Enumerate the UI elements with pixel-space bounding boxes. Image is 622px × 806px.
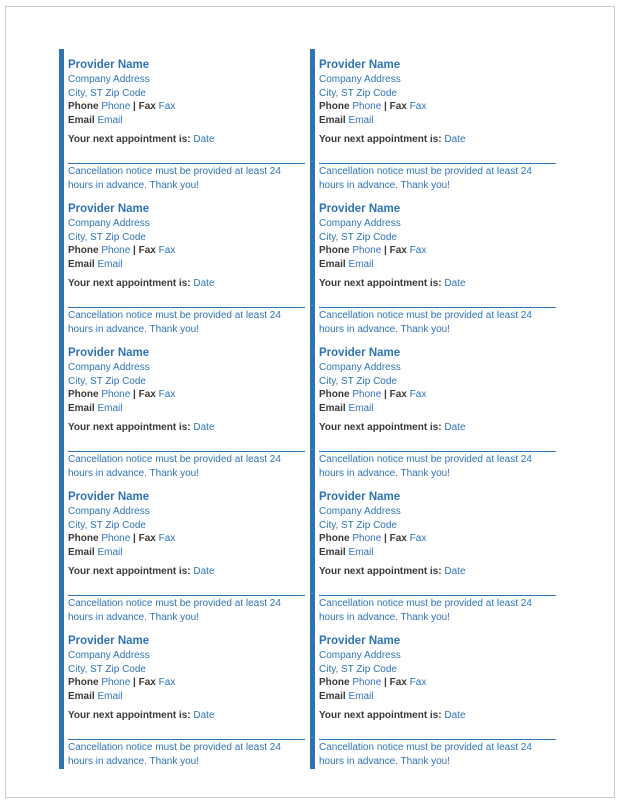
- company-address: Company Address: [68, 506, 150, 517]
- card-column-left: [59, 49, 299, 769]
- email-line: [319, 114, 373, 128]
- fax-label: Fax: [138, 389, 156, 400]
- appointment-label: Your next appointment is:: [319, 566, 442, 577]
- accent-bar-left: [59, 49, 64, 769]
- cancellation-notice: Cancellation notice must be provided at least 24 hours in advance. Thank you!: [319, 742, 532, 767]
- city-state-zip: City, ST Zip Code: [68, 664, 146, 675]
- city-state-zip: City, ST Zip Code: [319, 232, 397, 243]
- appointment-label: Your next appointment is:: [319, 710, 442, 721]
- cancellation-notice: Cancellation notice must be provided at least 24 hours in advance. Thank you!: [319, 166, 532, 191]
- card-divider: [319, 451, 556, 452]
- email-label: Email: [68, 691, 95, 702]
- separator: |: [384, 101, 387, 112]
- fax-label: Fax: [138, 677, 156, 688]
- appointment-line: [319, 133, 466, 147]
- email-line: [319, 402, 373, 416]
- phone-value: Phone: [101, 389, 131, 400]
- email-value: Email: [348, 259, 374, 270]
- phone-value: Phone: [352, 677, 382, 688]
- appointment-date: Date: [193, 566, 215, 577]
- email-value: Email: [348, 403, 374, 414]
- appointment-label: Your next appointment is:: [319, 422, 442, 433]
- appointment-label: Your next appointment is:: [68, 278, 191, 289]
- email-line: [68, 258, 122, 272]
- appointment-card: [68, 193, 305, 337]
- appointment-line: [319, 565, 466, 579]
- email-value: Email: [97, 259, 123, 270]
- card-column-right: [310, 49, 550, 769]
- city-state-zip: City, ST Zip Code: [68, 88, 146, 99]
- cancellation-notice: Cancellation notice must be provided at least 24 hours in advance. Thank you!: [68, 166, 281, 191]
- email-label: Email: [68, 115, 95, 126]
- appointment-date: Date: [193, 134, 215, 145]
- separator: |: [133, 245, 136, 256]
- company-address: Company Address: [68, 74, 150, 85]
- email-label: Email: [319, 403, 346, 414]
- city-state-zip: City, ST Zip Code: [319, 88, 397, 99]
- fax-value: Fax: [158, 677, 176, 688]
- appointment-date: Date: [444, 566, 466, 577]
- appointment-date: Date: [444, 278, 466, 289]
- email-line: [319, 258, 373, 272]
- company-address: Company Address: [319, 218, 401, 229]
- city-state-zip: City, ST Zip Code: [319, 664, 397, 675]
- phone-fax-line: [68, 100, 175, 114]
- appointment-card: [319, 625, 556, 769]
- email-label: Email: [319, 115, 346, 126]
- email-value: Email: [97, 691, 123, 702]
- fax-label: Fax: [389, 677, 407, 688]
- appointment-card: [68, 49, 305, 193]
- phone-label: Phone: [319, 389, 350, 400]
- phone-value: Phone: [352, 101, 382, 112]
- phone-fax-line: [68, 244, 175, 258]
- phone-fax-line: [319, 532, 426, 546]
- cancellation-notice: Cancellation notice must be provided at least 24 hours in advance. Thank you!: [319, 454, 532, 479]
- appointment-label: Your next appointment is:: [319, 134, 442, 145]
- phone-value: Phone: [352, 389, 382, 400]
- separator: |: [133, 677, 136, 688]
- appointment-date: Date: [193, 710, 215, 721]
- fax-value: Fax: [409, 677, 427, 688]
- city-state-zip: City, ST Zip Code: [68, 232, 146, 243]
- email-line: [68, 546, 122, 560]
- appointment-card: [319, 49, 556, 193]
- provider-name: Provider Name: [319, 59, 401, 71]
- card-divider: [68, 163, 305, 164]
- phone-value: Phone: [101, 245, 131, 256]
- appointment-line: [319, 277, 466, 291]
- fax-label: Fax: [389, 389, 407, 400]
- email-label: Email: [319, 259, 346, 270]
- fax-label: Fax: [138, 245, 156, 256]
- cancellation-notice: Cancellation notice must be provided at least 24 hours in advance. Thank you!: [68, 310, 281, 335]
- email-value: Email: [97, 403, 123, 414]
- card-divider: [319, 163, 556, 164]
- document-page: [5, 6, 615, 798]
- fax-label: Fax: [138, 101, 156, 112]
- appointment-line: [68, 277, 215, 291]
- card-divider: [68, 451, 305, 452]
- appointment-card: [68, 337, 305, 481]
- email-label: Email: [68, 547, 95, 558]
- phone-label: Phone: [319, 101, 350, 112]
- email-line: [68, 402, 122, 416]
- phone-label: Phone: [319, 245, 350, 256]
- appointment-label: Your next appointment is:: [319, 278, 442, 289]
- fax-value: Fax: [158, 245, 176, 256]
- provider-name: Provider Name: [319, 203, 401, 215]
- separator: |: [133, 389, 136, 400]
- email-value: Email: [348, 691, 374, 702]
- fax-label: Fax: [389, 101, 407, 112]
- appointment-label: Your next appointment is:: [68, 134, 191, 145]
- phone-label: Phone: [68, 389, 99, 400]
- provider-name: Provider Name: [68, 347, 150, 359]
- appointment-date: Date: [444, 710, 466, 721]
- email-value: Email: [97, 547, 123, 558]
- card-divider: [68, 307, 305, 308]
- cancellation-notice: Cancellation notice must be provided at least 24 hours in advance. Thank you!: [68, 454, 281, 479]
- card-divider: [68, 595, 305, 596]
- phone-label: Phone: [68, 245, 99, 256]
- provider-name: Provider Name: [68, 635, 150, 647]
- provider-name: Provider Name: [319, 347, 401, 359]
- company-address: Company Address: [319, 362, 401, 373]
- fax-label: Fax: [389, 533, 407, 544]
- appointment-date: Date: [444, 422, 466, 433]
- fax-label: Fax: [138, 533, 156, 544]
- provider-name: Provider Name: [68, 491, 150, 503]
- company-address: Company Address: [319, 650, 401, 661]
- phone-fax-line: [68, 532, 175, 546]
- email-line: [68, 690, 122, 704]
- appointment-label: Your next appointment is:: [68, 566, 191, 577]
- email-label: Email: [319, 691, 346, 702]
- phone-label: Phone: [68, 533, 99, 544]
- phone-label: Phone: [68, 677, 99, 688]
- card-divider: [319, 739, 556, 740]
- email-value: Email: [348, 115, 374, 126]
- fax-value: Fax: [158, 533, 176, 544]
- appointment-line: [68, 421, 215, 435]
- appointment-label: Your next appointment is:: [68, 710, 191, 721]
- phone-value: Phone: [101, 677, 131, 688]
- card-divider: [68, 739, 305, 740]
- phone-value: Phone: [101, 533, 131, 544]
- city-state-zip: City, ST Zip Code: [319, 520, 397, 531]
- city-state-zip: City, ST Zip Code: [68, 376, 146, 387]
- provider-name: Provider Name: [68, 203, 150, 215]
- phone-fax-line: [68, 388, 175, 402]
- provider-name: Provider Name: [68, 59, 150, 71]
- email-line: [319, 546, 373, 560]
- separator: |: [384, 389, 387, 400]
- email-label: Email: [68, 259, 95, 270]
- accent-bar-right: [310, 49, 315, 769]
- phone-value: Phone: [352, 533, 382, 544]
- card-divider: [319, 307, 556, 308]
- fax-value: Fax: [409, 533, 427, 544]
- cancellation-notice: Cancellation notice must be provided at least 24 hours in advance. Thank you!: [319, 310, 532, 335]
- fax-value: Fax: [409, 389, 427, 400]
- phone-fax-line: [319, 676, 426, 690]
- appointment-card: [319, 337, 556, 481]
- phone-value: Phone: [352, 245, 382, 256]
- company-address: Company Address: [68, 650, 150, 661]
- phone-fax-line: [319, 244, 426, 258]
- appointment-date: Date: [444, 134, 466, 145]
- separator: |: [384, 677, 387, 688]
- cancellation-notice: Cancellation notice must be provided at least 24 hours in advance. Thank you!: [68, 742, 281, 767]
- appointment-line: [68, 709, 215, 723]
- phone-label: Phone: [319, 533, 350, 544]
- company-address: Company Address: [68, 218, 150, 229]
- city-state-zip: City, ST Zip Code: [68, 520, 146, 531]
- appointment-date: Date: [193, 278, 215, 289]
- phone-fax-line: [319, 388, 426, 402]
- appointment-card: [68, 481, 305, 625]
- appointment-card: [68, 625, 305, 769]
- appointment-line: [68, 565, 215, 579]
- company-address: Company Address: [319, 74, 401, 85]
- provider-name: Provider Name: [319, 635, 401, 647]
- separator: |: [133, 533, 136, 544]
- fax-value: Fax: [409, 101, 427, 112]
- email-value: Email: [348, 547, 374, 558]
- phone-fax-line: [68, 676, 175, 690]
- separator: |: [384, 245, 387, 256]
- cancellation-notice: Cancellation notice must be provided at least 24 hours in advance. Thank you!: [319, 598, 532, 623]
- provider-name: Provider Name: [319, 491, 401, 503]
- fax-label: Fax: [389, 245, 407, 256]
- company-address: Company Address: [319, 506, 401, 517]
- city-state-zip: City, ST Zip Code: [319, 376, 397, 387]
- email-line: [68, 114, 122, 128]
- appointment-line: [68, 133, 215, 147]
- appointment-line: [319, 421, 466, 435]
- appointment-label: Your next appointment is:: [68, 422, 191, 433]
- cancellation-notice: Cancellation notice must be provided at least 24 hours in advance. Thank you!: [68, 598, 281, 623]
- separator: |: [133, 101, 136, 112]
- fax-value: Fax: [158, 389, 176, 400]
- fax-value: Fax: [158, 101, 176, 112]
- phone-fax-line: [319, 100, 426, 114]
- email-label: Email: [319, 547, 346, 558]
- email-label: Email: [68, 403, 95, 414]
- phone-label: Phone: [319, 677, 350, 688]
- appointment-line: [319, 709, 466, 723]
- appointment-card: [319, 481, 556, 625]
- separator: |: [384, 533, 387, 544]
- company-address: Company Address: [68, 362, 150, 373]
- email-line: [319, 690, 373, 704]
- phone-value: Phone: [101, 101, 131, 112]
- card-divider: [319, 595, 556, 596]
- email-value: Email: [97, 115, 123, 126]
- phone-label: Phone: [68, 101, 99, 112]
- appointment-date: Date: [193, 422, 215, 433]
- fax-value: Fax: [409, 245, 427, 256]
- appointment-card: [319, 193, 556, 337]
